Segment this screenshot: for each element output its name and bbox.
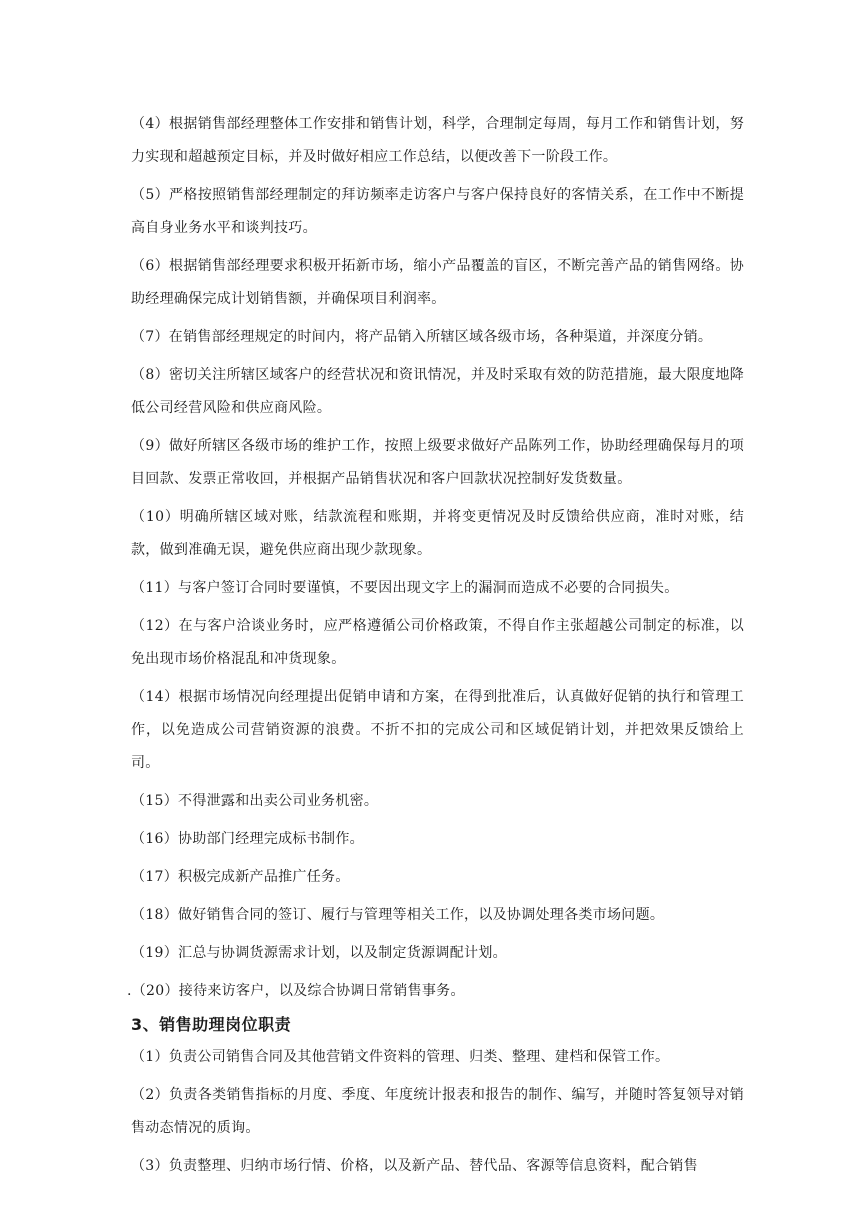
paragraph-item-14: （14）根据市场情况向经理提出促销申请和方案，在得到批准后，认真做好促销的执行和管理工作，以免造成公司营销资源的浪费。不折不扣的完成公司和区域促销计划，并把效果反馈给上司。	[131, 689, 744, 771]
paragraph-item-15: （15）不得泄露和出卖公司业务机密。	[131, 793, 379, 809]
paragraph-item-6: （6）根据销售部经理要求积极开拓新市场，缩小产品覆盖的盲区，不断完善产品的销售网络。协助经理确保完成计划销售额，并确保项目利润率。	[131, 258, 744, 307]
paragraph-item-19: （19）汇总与协调货源需求计划，以及制定货源调配计划。	[131, 945, 507, 961]
section-paragraph-item-1: （1）负责公司销售合同及其他营销文件资料的管理、归类、整理、建档和保管工作。	[131, 1049, 670, 1065]
paragraph-item-4: （4）根据销售部经理整体工作安排和销售计划，科学，合理制定每周，每月工作和销售计划，努力实现和超越预定目标，并及时做好相应工作总结，以便改善下一阶段工作。	[131, 116, 744, 165]
paragraph-item-18: （18）做好销售合同的签订、履行与管理等相关工作，以及协调处理各类市场问题。	[131, 907, 665, 923]
paragraph-item-17: （17）积极完成新产品推广任务。	[131, 869, 350, 885]
paragraph-item-20: .（20）接待来访客户，以及综合协调日常销售事务。	[127, 983, 465, 999]
paragraph-item-12: （12）在与客户洽谈业务时，应严格遵循公司价格政策，不得自作主张超越公司制定的标准，以免出现市场价格混乱和冲货现象。	[131, 618, 744, 667]
paragraph-item-9: （9）做好所辖区各级市场的维护工作，按照上级要求做好产品陈列工作，协助经理确保每月的项目回款、发票正常收回，并根据产品销售状况和客户回款状况控制好发货数量。	[131, 438, 744, 487]
paragraph-item-10: （10）明确所辖区域对账，结款流程和账期，并将变更情况及时反馈给供应商，准时对账，结款，做到准确无误，避免供应商出现少款现象。	[131, 509, 744, 558]
paragraph-item-11: （11）与客户签订合同时要谨慎，不要因出现文字上的漏洞而造成不必要的合同损失。	[131, 580, 679, 596]
paragraph-item-8: （8）密切关注所辖区域客户的经营状况和资讯情况，并及时采取有效的防范措施，最大限度地降低公司经营风险和供应商风险。	[131, 367, 744, 416]
paragraph-item-16: （16）协助部门经理完成标书制作。	[131, 831, 364, 847]
paragraph-item-5: （5）严格按照销售部经理制定的拜访频率走访客户与客户保持良好的客情关系，在工作中不断提高自身业务水平和谈判技巧。	[131, 187, 744, 236]
section-paragraph-item-3: （3）负责整理、归纳市场行情、价格，以及新产品、替代品、客源等信息资料，配合销售	[131, 1158, 698, 1174]
section-paragraph-item-2: （2）负责各类销售指标的月度、季度、年度统计报表和报告的制作、编写，并随时答复领导对销售动态情况的质询。	[131, 1087, 744, 1136]
paragraph-item-7: （7）在销售部经理规定的时间内，将产品销入所辖区域各级市场，各种渠道，并深度分销。	[131, 329, 713, 345]
section-heading: 3、销售助理岗位职责	[131, 1015, 292, 1034]
